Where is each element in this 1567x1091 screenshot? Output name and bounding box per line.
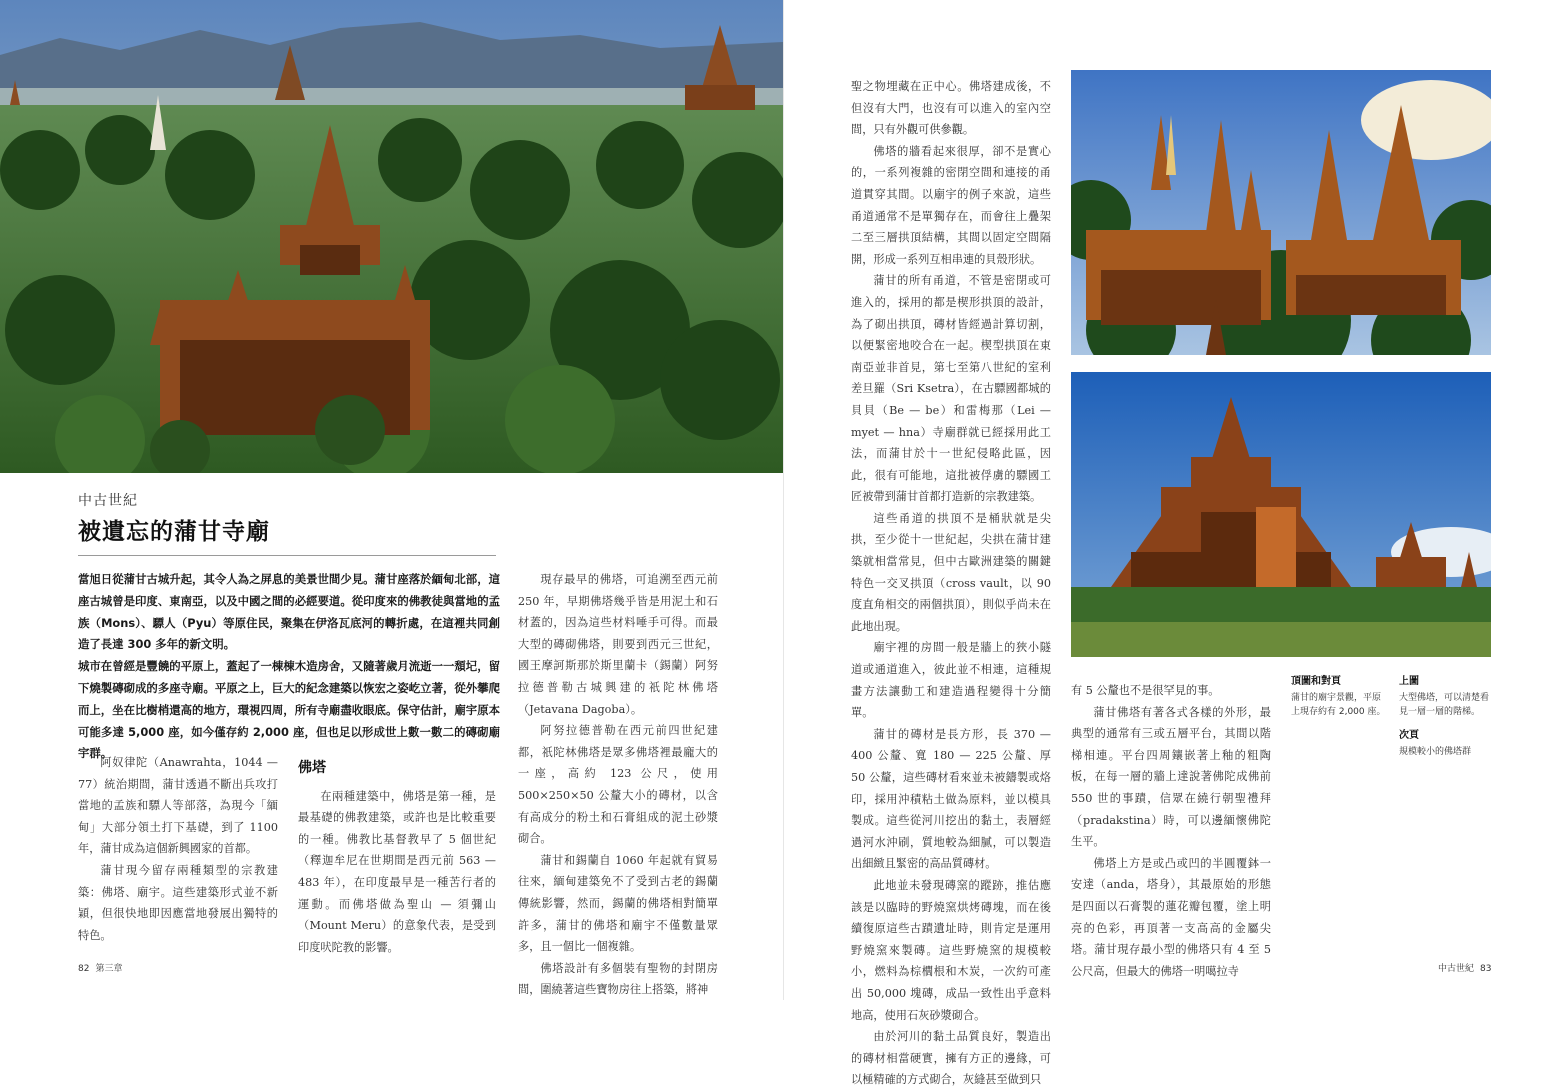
body-paragraph: 蒲甘現今留存兩種類型的宗教建築：佛塔、廟宇。這些建築形式並不新穎，但很快地即因應當地發展出獨特的特色。: [78, 863, 278, 942]
body-paragraph: 佛塔的牆看起來很厚，卻不是實心的，一系列複雜的密閉空間和連接的甬道貫穿其間。以廟宇的例子來說，這些甬道通常不是單獨存在，而會往上疊架二至三層拱頂結構，其間以固定空間隔開，形成一系列互相串連的貝殼形狀。: [851, 144, 1051, 266]
body-paragraph: 由於河川的黏土品質良好，製造出的磚材相當硬實，擁有方正的邊緣，可以極精確的方式砌合，灰縫甚至做到只: [851, 1030, 1051, 1087]
page-number: 82: [78, 964, 90, 974]
body-paragraph: 阿努拉德普勒在西元前四世紀建都，祇陀林佛塔是眾多佛塔裡最龐大的一座，高約 123 公尺，使用 500×250×50 公釐大小的磚材，以含有高成分的粉土和石膏組成的泥土砂漿砌合。: [518, 724, 718, 846]
right-page: [784, 0, 1567, 1087]
body-paragraph: 蒲甘的磚材是長方形，長 370 — 400 公釐、寬 180 — 225 公釐、厚 50 公釐，這些磚材看來並未被鑄製或烙印，採用沖積粘土做為原料，並以模具製成。這些從河川挖出的黏土，表層經過河水沖刷，質地較為細膩，可以製造出細緻且緊密的高品質磚材。: [851, 727, 1051, 871]
body-paragraph: 佛塔上方是或凸或凹的半圓覆鉢一安達（anda，塔身），其最原始的形態是四面以石膏製的蓮花瓣包覆，塗上明亮的色彩，再頂著一支高高的金屬尖塔。蒲甘現存最小型的佛塔只有 4 至 5 公尺高，但最大的佛塔一明噶拉寺: [1071, 856, 1271, 978]
left-page: [0, 0, 783, 1000]
text-column-4: [851, 76, 1051, 1091]
body-paragraph: 佛塔設計有多個裝有聖物的封閉房間，圍繞著這些寶物房往上搭築，將神: [518, 961, 718, 997]
body-paragraph: 此地並未發現磚窯的蹤跡，推估應該是以臨時的野燒窯烘烤磚塊，而在後續復原這些古蹟遺址時，則肯定是運用野燒窯來製磚。這些野燒窯的規模較小，燃料為棕櫚根和木炭，一次約可產出 50,000 塊磚，成品一致性出乎意料地高，使用石灰砂漿砌合。: [851, 878, 1051, 1022]
section-heading: 佛塔: [298, 760, 326, 776]
caption-heading: 上圖: [1399, 676, 1419, 687]
text-column-5: [1071, 680, 1271, 982]
body-paragraph: 在兩種建築中，佛塔是第一種，是最基礎的佛教建築，或許也是比較重要的一種。佛教比基督教早了 5 個世紀（釋迦牟尼在世期間是西元前 563 — 483 年），在印度最早是一種苦行者的運動。而佛塔做為聖山 — 須彌山（Mount Meru）的意象代表，是受到印度吠陀教的影響。: [298, 789, 496, 954]
caption-text: 蒲甘的廟宇景觀，平原上現存約有 2,000 座。: [1291, 693, 1386, 717]
body-paragraph: 蒲甘的所有甬道，不管是密閉或可進入的，採用的都是楔形拱頂的設計，為了砌出拱頂，磚材皆經過計算切割，以便緊密地咬合在一起。楔型拱頂在東南亞並非首見，第七至第八世紀的室利差旦羅（Sri Ksetra），在古驃國都城的貝貝（Be — be）和雷梅那（Lei — myet — hna）寺廟群就已經採用此工法，而蒲甘於十一世紀侵略此區，因此，很有可能地，這批被俘虜的驃國工匠被帶到蒲甘首都打造新的宗教建築。: [851, 274, 1051, 504]
body-paragraph: 蒲甘和錫蘭自 1060 年起就有貿易往來，緬甸建築免不了受到古老的錫蘭傳統影響，然而，錫蘭的佛塔相對簡單許多，蒲甘的佛塔和廟宇不僅數量眾多，且一個比一個複雜。: [518, 853, 718, 954]
text-column-1: [78, 752, 278, 946]
lead-paragraph: 當旭日從蒲甘古城升起，其令人為之屏息的美景世間少見。蒲甘座落於緬甸北部，這座古城曾是印度、東南亞，以及中國之間的必經要道。從印度來的佛教徒與當地的孟族（Mons）、驃人（Pyu）等原住民，聚集在伊洛瓦底河的轉折處，在這裡共同創造了長達 300 多年的新文明。: [78, 572, 500, 652]
body-paragraph: 廟宇裡的房間一般是牆上的狹小隧道或通道進入，彼此並不相連，這種規畫方法讓動工和建造過程變得十分簡單。: [851, 641, 1051, 720]
article-title: 被遺忘的蒲甘寺廟: [78, 519, 270, 545]
chapter-kicker: 中古世紀: [78, 493, 138, 509]
caption-heading: 頂圖和對頁: [1291, 676, 1341, 687]
caption-text: 大型佛塔，可以清楚看見一層一層的階梯。: [1399, 693, 1490, 717]
folio-left: [78, 961, 122, 974]
running-footer: 第三章: [95, 964, 123, 974]
caption-text: 規模較小的佛塔群: [1399, 747, 1472, 757]
body-paragraph: 現存最早的佛塔，可追溯至西元前 250 年，早期佛塔幾乎皆是用泥土和石材蓋的，因為這些材料唾手可得。而最大型的磚砌佛塔，則要到西元三世紀，國王摩訶斯那於斯里蘭卡（錫蘭）阿努拉德普勒古城興建的祇陀林佛塔（Jetavana Dagoba）。: [518, 573, 718, 716]
caption-top-and-facing: [1291, 675, 1386, 719]
page-number: 83: [1480, 964, 1492, 974]
text-column-2: [298, 758, 496, 958]
bagan-landscape-photo: [0, 0, 783, 473]
body-paragraph: 有 5 公釐也不是很罕見的事。: [1071, 684, 1220, 697]
body-paragraph: 蒲甘佛塔有著各式各樣的外形，最典型的通常有三或五層平台，其間以階梯相連。平台四周鑲嵌著上釉的粗陶板，在每一層的牆上達說著佛陀成佛前 550 世的事蹟，信眾在繞行朝聖禮拜（pradakstina）時，可以邊緬懷佛陀生平。: [1071, 705, 1271, 849]
running-footer: 中古世紀: [1438, 964, 1475, 974]
temples-sunset-photo: [1071, 70, 1491, 355]
body-paragraph: 這些甬道的拱頂不是桶狀就是尖拱，至少從十一世紀起，尖拱在蒲甘建築就相當常見，但中古歐洲建築的關鍵特色一交叉拱頂（cross vault，以 90 度直角相交的兩個拱頂），則似乎尚未在此地出現。: [851, 511, 1051, 633]
lead-paragraph: 城市在曾經是豐饒的平原上，蓋起了一棟棟木造房舍，又隨著歲月流逝一一頹圮，留下燒製磚砌成的多座寺廟。平原之上，巨大的紀念建築以恢宏之姿屹立著，從外攀爬而上，坐在比樹梢還高的地方，環視四周，所有寺廟盡收眼底。保守估計，廟宇原本可能多達 5,000 座，如今僅存約 2,000 座，但也足以形成世上數一數二的磚砌廟宇群。: [78, 659, 500, 761]
caption-above: [1399, 675, 1494, 719]
caption-heading: 次頁: [1399, 730, 1419, 741]
large-pagoda-photo: [1071, 372, 1491, 657]
caption-next-page: [1399, 729, 1494, 759]
body-paragraph: 阿奴律陀（Anawrahta，1044 — 77）統治期間，蒲甘透過不斷出兵攻打當地的孟族和驃人等部落，為現今「緬甸」大部分領土打下基礎，到了 1100 年，蒲甘成為這個新興國家的首都。: [78, 756, 278, 856]
body-paragraph: 聖之物埋藏在正中心。佛塔建成後，不但沒有大門，也沒有可以進入的室內空間，只有外觀可供參觀。: [851, 80, 1051, 137]
text-column-3: [518, 569, 718, 1001]
title-rule: [78, 555, 496, 556]
lead-paragraphs: [78, 569, 500, 765]
folio-right: [1438, 961, 1491, 974]
